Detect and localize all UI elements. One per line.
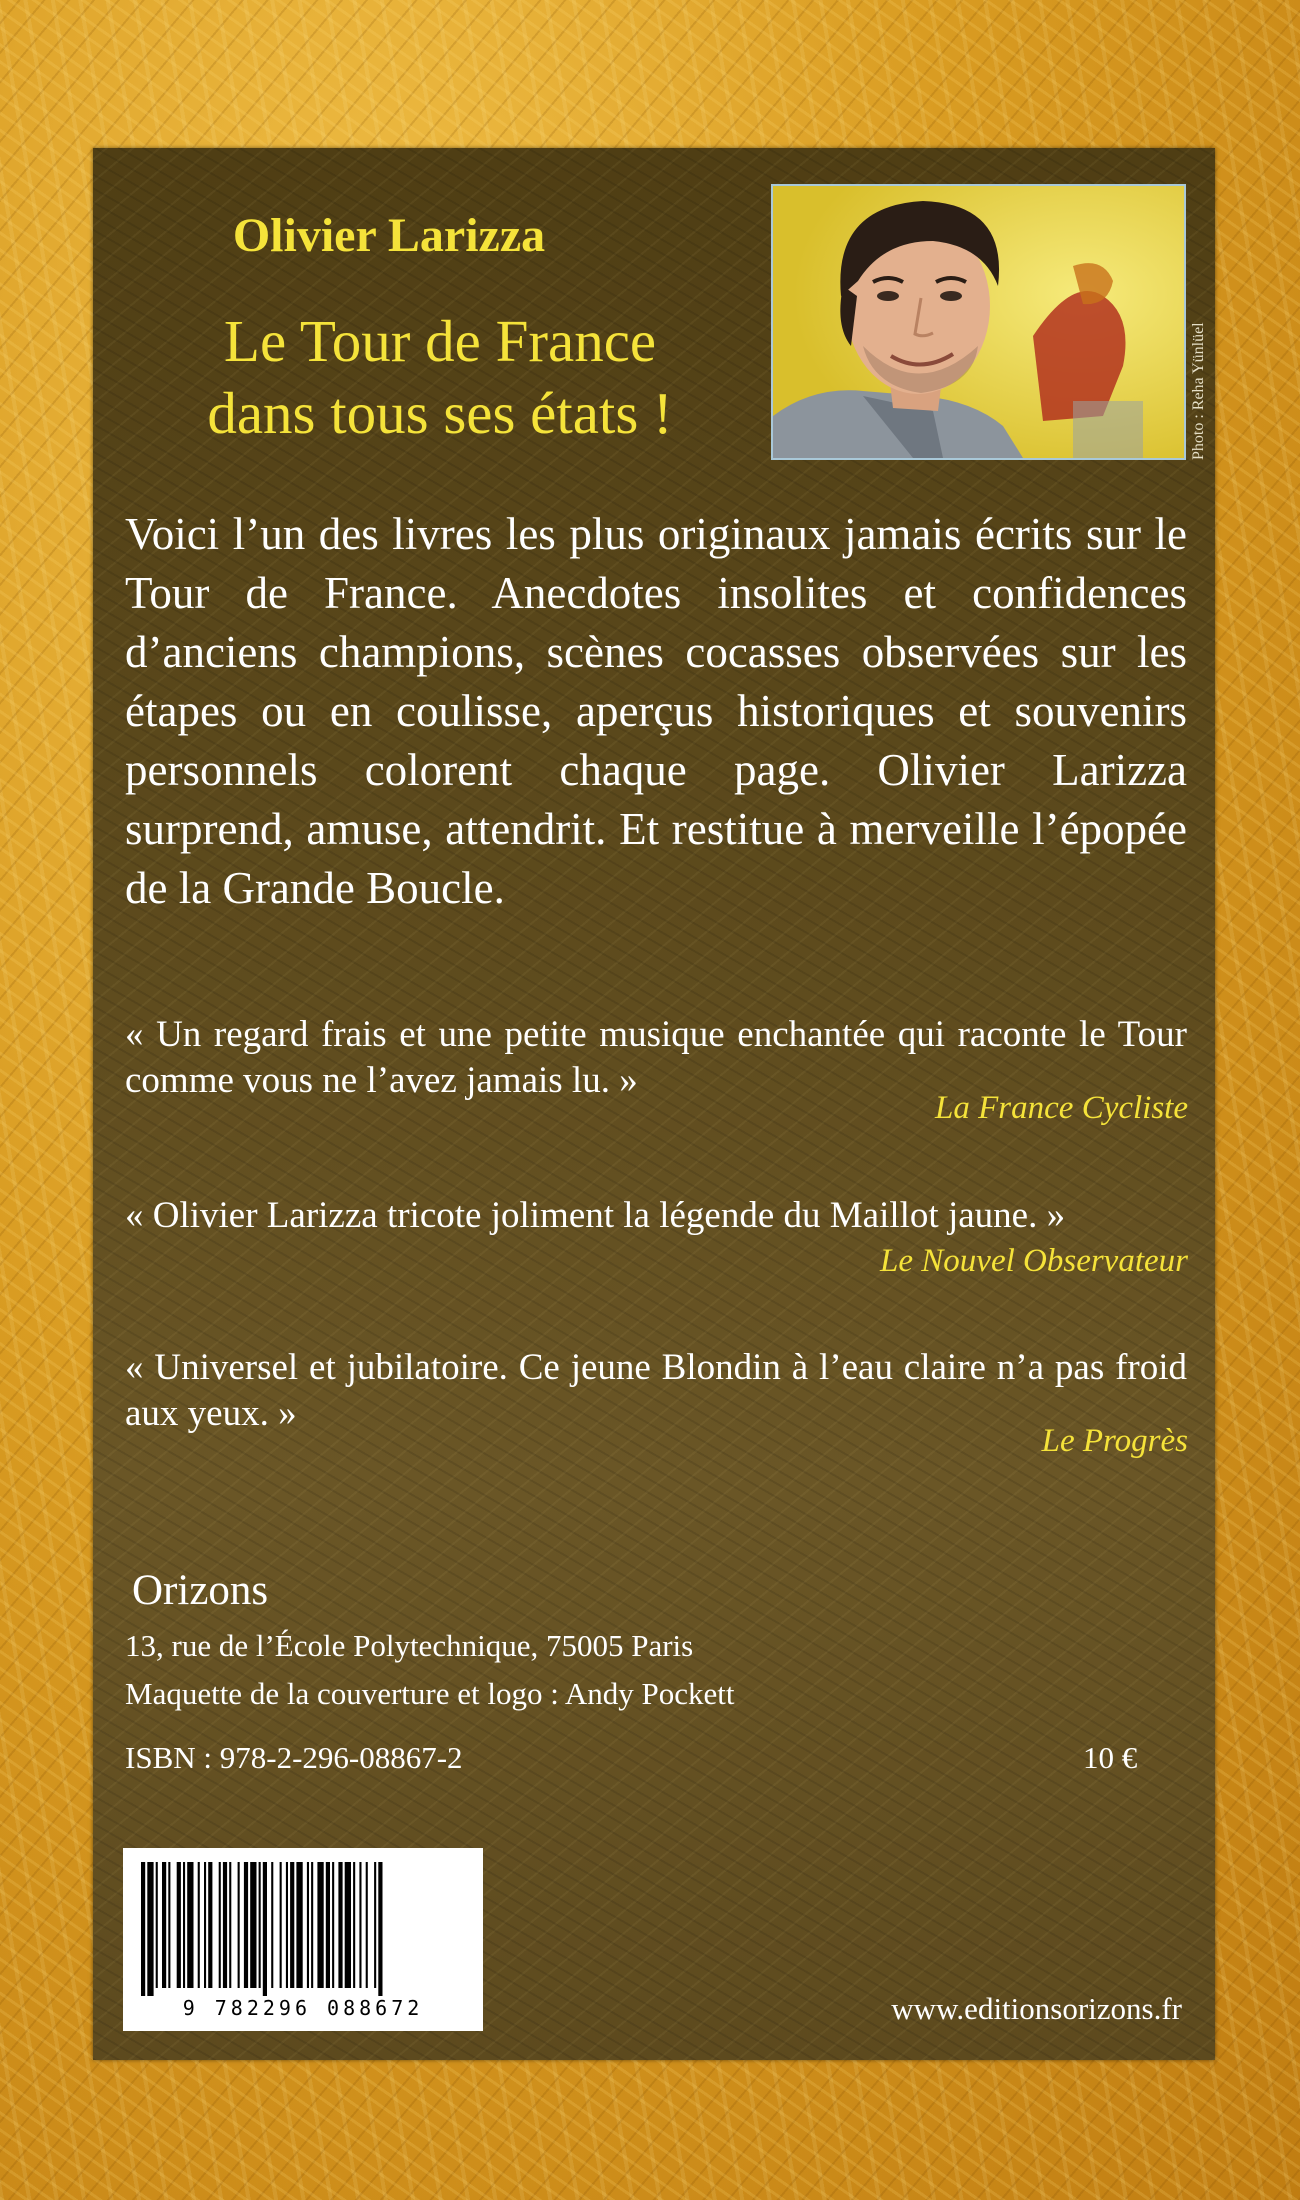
- isbn-number: ISBN : 978-2-296-08867-2: [125, 1740, 463, 1775]
- barcode-bar: [332, 1862, 334, 1988]
- barcode-bar: [345, 1862, 351, 1988]
- barcode-bar: [326, 1862, 330, 1988]
- author-photo: [771, 184, 1186, 460]
- book-title-line-1: Le Tour de France: [223, 308, 657, 374]
- book-title: [150, 305, 730, 449]
- author-portrait-image: [773, 186, 1184, 458]
- publisher-website: www.editionsorizons.fr: [891, 1991, 1182, 2026]
- price: 10 €: [1083, 1740, 1138, 1775]
- cover-credits: Maquette de la couverture et logo : Andy Pockett: [125, 1676, 735, 1711]
- barcode-bar: [317, 1862, 323, 1988]
- barcode-bar: [311, 1862, 313, 1988]
- review-source-1: La France Cycliste: [935, 1090, 1188, 1126]
- review-source-2: Le Nouvel Observateur: [880, 1243, 1188, 1279]
- barcode: [123, 1848, 483, 2031]
- review-quote-3: « Universel et jubilatoire. Ce jeune Blondin à l’eau claire n’a pas froid aux yeux. »: [125, 1347, 1187, 1434]
- book-blurb: Voici l’un des livres les plus originaux jamais écrits sur le Tour de France. Anecdotes insolites et confidences d’anciens champions, scènes cocasses observées sur les étapes ou en coulisse, aperçus historiques et souvenirs personnels colorent chaque page. Olivier Larizza surprend, amuse, attendrit. Et restitue à merveille l’épopée de la Grande Boucle.: [125, 509, 1187, 913]
- barcode-bar: [162, 1862, 166, 1988]
- publisher-name: Orizons: [132, 1567, 269, 1614]
- barcode-bar: [229, 1862, 231, 1988]
- barcode-bar: [280, 1862, 282, 1988]
- barcode-bar: [147, 1862, 153, 1996]
- barcode-bar: [168, 1862, 170, 1988]
- review-source-3: Le Progrès: [1041, 1423, 1188, 1459]
- barcode-bar: [223, 1862, 227, 1988]
- barcode-bar: [286, 1862, 288, 1988]
- photo-credit: Photo : Reha Yünlüel: [1190, 322, 1207, 460]
- barcode-bar: [290, 1862, 294, 1988]
- barcode-bar: [271, 1862, 273, 1988]
- barcode-bar: [244, 1862, 248, 1988]
- barcode-bar: [366, 1862, 368, 1988]
- barcode-bar: [187, 1862, 193, 1988]
- barcode-bar: [353, 1862, 355, 1988]
- barcode-bar: [208, 1862, 212, 1988]
- barcode-bar: [338, 1862, 342, 1988]
- review-quote-1: « Un regard frais et une petite musique enchantée qui raconte le Tour comme vous ne l’avez jamais lu. »: [125, 1014, 1187, 1101]
- barcode-bar: [219, 1862, 221, 1988]
- barcode-bar: [156, 1862, 158, 1988]
- barcode-bar: [250, 1862, 256, 1988]
- barcode-bar: [359, 1862, 361, 1988]
- barcode-bar: [374, 1862, 376, 1988]
- author-name: Olivier Larizza: [232, 209, 546, 262]
- barcode-bar: [259, 1862, 261, 1988]
- barcode-bar: [177, 1862, 181, 1988]
- review-quote-2: « Olivier Larizza tricote joliment la légende du Maillot jaune. »: [125, 1195, 1066, 1236]
- book-title-line-2: dans tous ses états !: [207, 380, 673, 446]
- barcode-bar: [307, 1862, 309, 1988]
- barcode-bar: [263, 1862, 267, 1996]
- barcode-bar: [204, 1862, 206, 1988]
- publisher-address: 13, rue de l’École Polytechnique, 75005 Paris: [125, 1628, 694, 1663]
- barcode-bar: [141, 1862, 145, 1996]
- barcode-bar: [296, 1862, 302, 1988]
- barcode-bar: [378, 1862, 382, 1996]
- barcode-digits: 9 782296 088672: [182, 1996, 424, 2020]
- barcode-bar: [238, 1862, 240, 1988]
- barcode-bar: [198, 1862, 200, 1988]
- barcode-bar: [183, 1862, 185, 1988]
